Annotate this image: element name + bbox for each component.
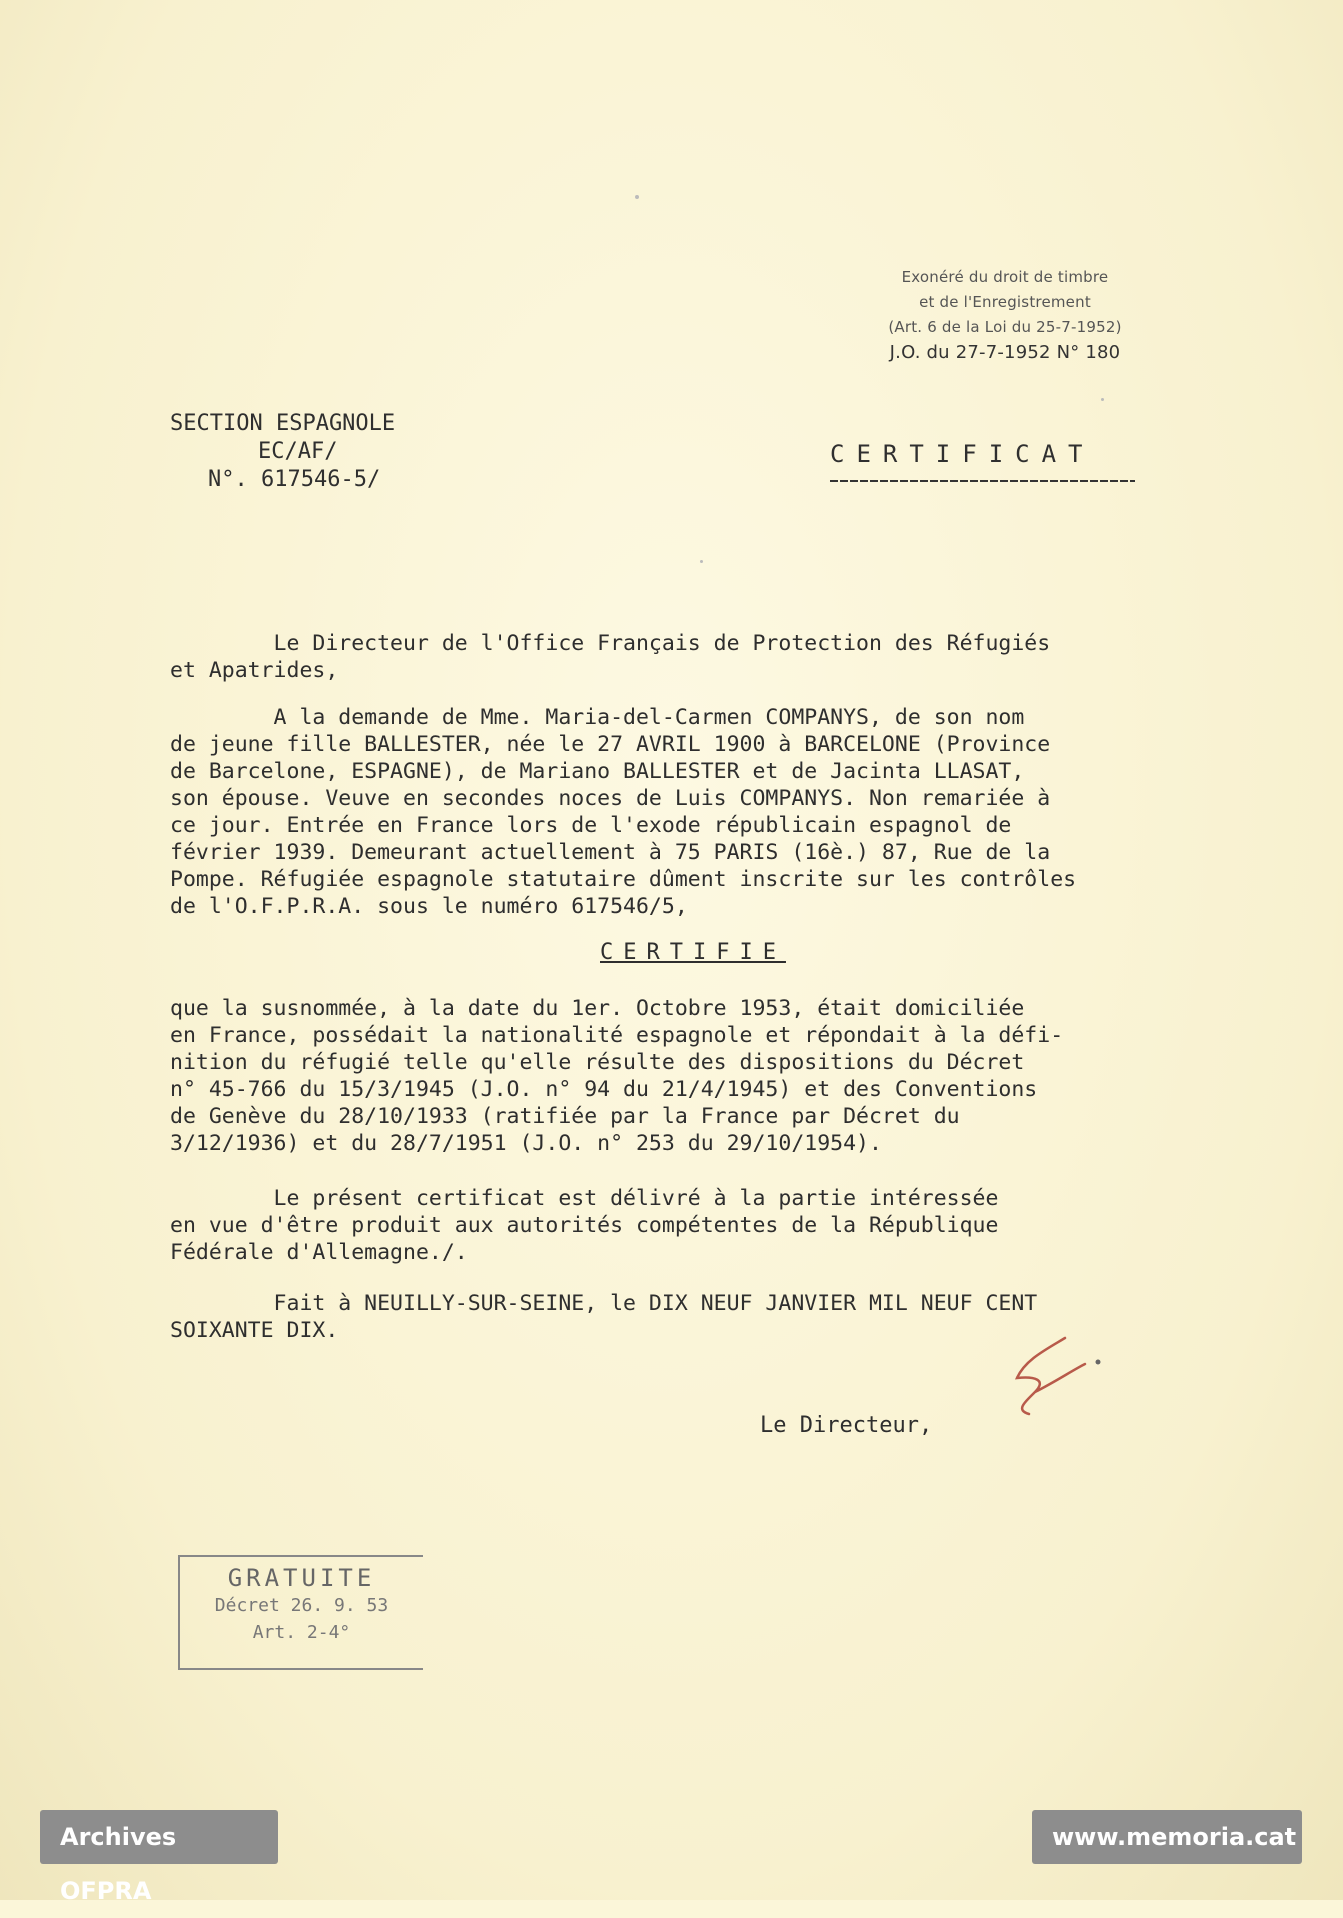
paper-speck [635, 195, 639, 199]
text-line: de jeune fille BALLESTER, née le 27 AVRIL 1900 à BARCELONE (Province [170, 732, 1051, 757]
text-line: et Apatrides, [170, 658, 339, 683]
text-line: A la demande de Mme. Maria-del-Carmen COMPANYS, de son nom [170, 705, 1025, 730]
text-line: ce jour. Entrée en France lors de l'exode républicain espagnol de [170, 813, 1012, 838]
text-line: 3/12/1936) et du 28/7/1951 (J.O. n° 253 du 29/10/1954). [170, 1131, 882, 1156]
title-underline [830, 480, 1135, 482]
text-line: son épouse. Veuve en secondes noces de Luis COMPANYS. Non remariée à [170, 786, 1051, 811]
stamp-line: Exonéré du droit de timbre [901, 268, 1109, 286]
document-title: CERTIFICAT [830, 440, 1095, 468]
section-header [170, 410, 395, 494]
paper-speck [1101, 398, 1104, 401]
stamp-line: J.O. du 27-7-1952 N° 180 [889, 342, 1121, 363]
purpose-paragraph [170, 1185, 998, 1266]
text-line: de Genève du 28/10/1933 (ratifiée par la France par Décret du [170, 1104, 960, 1129]
website-badge[interactable]: www.memoria.cat [1032, 1810, 1302, 1864]
text-line: février 1939. Demeurant actuellement à 75 PARIS (16è.) 87, Rue de la [170, 840, 1051, 865]
text-line: Le Directeur de l'Office Français de Protection des Réfugiés [170, 631, 1051, 656]
text-line: en vue d'être produit aux autorités compétentes de la République [170, 1213, 999, 1238]
reference-code: EC/AF/ [258, 439, 338, 464]
text-line: nition du réfugié telle qu'elle résulte des dispositions du Décret [170, 1050, 1025, 1075]
text-line: que la susnommée, à la date du 1er. Octobre 1953, était domiciliée [170, 996, 1025, 1021]
stamp-line: (Art. 6 de la Loi du 25-7-1952) [888, 318, 1122, 336]
reference-number: N°. 617546-5/ [208, 467, 381, 492]
text-line: Fédérale d'Allemagne./. [170, 1240, 468, 1265]
stamp-line: Art. 2-4° [252, 1622, 351, 1643]
text-line: en France, possédait la nationalité espagnole et répondait à la défi- [170, 1023, 1064, 1048]
paper-speck [700, 560, 703, 563]
text-line: de Barcelone, ESPAGNE), de Mariano BALLESTER et de Jacinta LLASAT, [170, 759, 1025, 784]
text-line: Fait à NEUILLY-SUR-SEINE, le DIX NEUF JANVIER MIL NEUF CENT [170, 1291, 1038, 1316]
certification-paragraph [170, 995, 1063, 1157]
text-line: SOIXANTE DIX. [170, 1318, 339, 1343]
tax-exemption-stamp [880, 265, 1130, 365]
text-line: Pompe. Réfugiée espagnole statutaire dûment inscrite sur les contrôles [170, 867, 1077, 892]
place-date-paragraph [170, 1290, 1037, 1344]
text-line: n° 45-766 du 15/3/1945 (J.O. n° 94 du 21/4/1945) et des Conventions [170, 1077, 1038, 1102]
signatory-title: Le Directeur, [760, 1413, 933, 1438]
archive-source-badge: Archives OFPRA [40, 1810, 278, 1864]
stamp-line: Décret 26. 9. 53 [214, 1595, 389, 1616]
section-name: SECTION ESPAGNOLE [170, 411, 396, 436]
text-line: Le présent certificat est délivré à la partie intéressée [170, 1186, 999, 1211]
certifie-heading: CERTIFIE [600, 940, 786, 965]
stamp-line: et de l'Enregistrement [919, 293, 1091, 311]
signature-mark [995, 1320, 1115, 1430]
text-line: de l'O.F.P.R.A. sous le numéro 617546/5, [170, 894, 688, 919]
gratuite-stamp [178, 1555, 423, 1670]
intro-paragraph [170, 630, 1290, 920]
stamp-line: GRATUITE [227, 1564, 376, 1592]
